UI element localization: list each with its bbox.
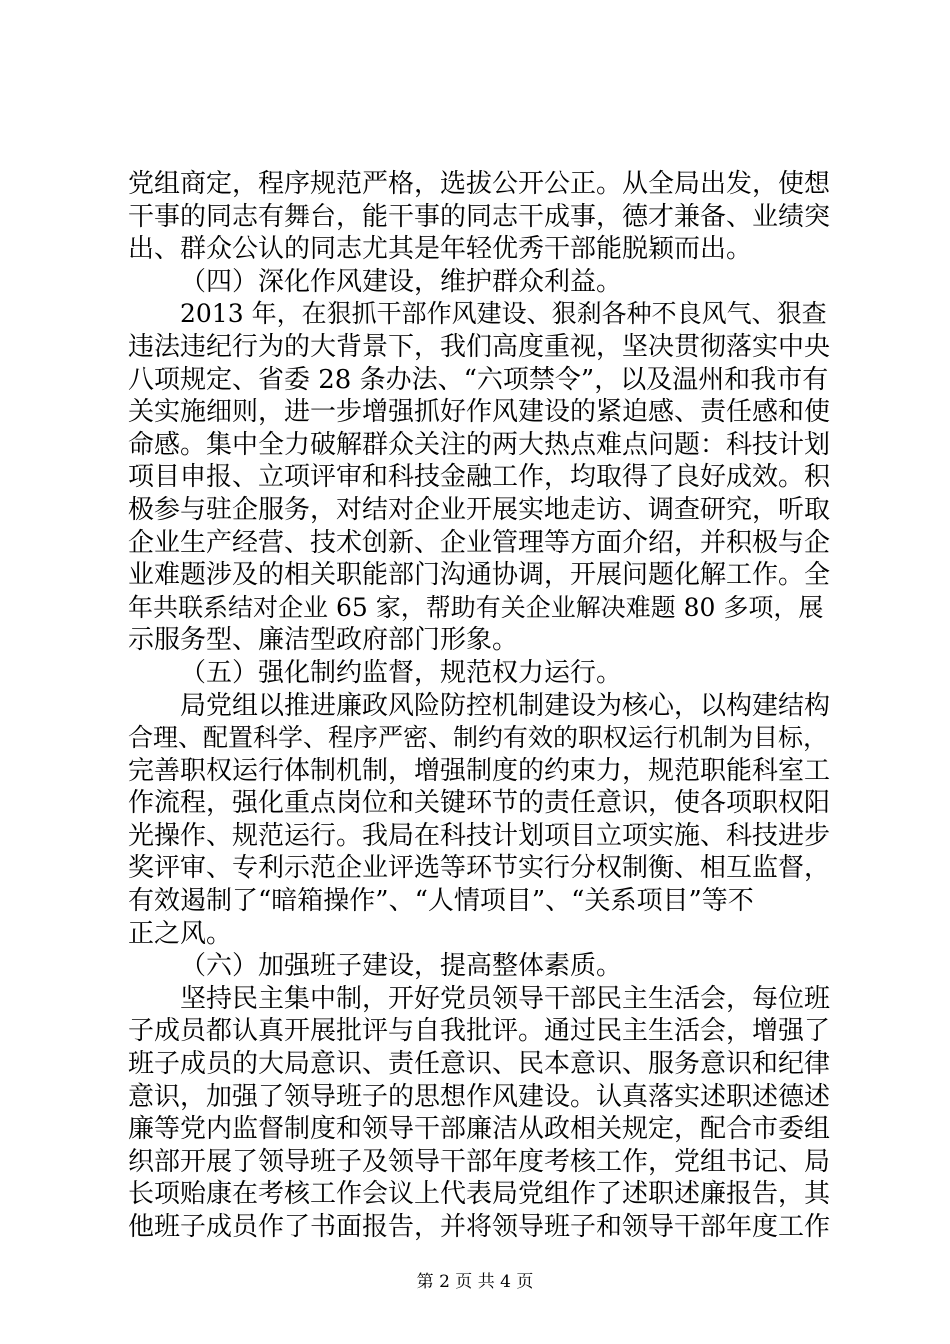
text-line: 完善职权运行体制机制，增强制度的约束力，规范职能科室工 bbox=[128, 755, 831, 786]
text-line: 命感。集中全力破解群众关注的两大热点难点问题：科技计划 bbox=[128, 429, 831, 460]
text-line: 项目申报、立项评审和科技金融工作，均取得了良好成效。积 bbox=[128, 462, 831, 493]
text-line: 意识，加强了领导班子的思想作风建设。认真落实述职述德述 bbox=[128, 1081, 831, 1112]
text-line: 局党组以推进廉政风险防控机制建设为核心，以构建结构 bbox=[180, 690, 831, 721]
text-line: 有效遏制了“暗箱操作”、“人情项目”、“关系项目”等不 bbox=[128, 886, 754, 917]
page-footer bbox=[0, 1271, 950, 1293]
text-line: 年共联系结对企业 65 家，帮助有关企业解决难题 80 多项，展 bbox=[128, 592, 824, 622]
text-line: 示服务型、廉洁型政府部门形象。 bbox=[128, 625, 519, 656]
text-line: 企业生产经营、技术创新、企业管理等方面介绍，并积极与企 bbox=[128, 527, 831, 558]
text-line: （五）强化制约监督，规范权力运行。 bbox=[180, 657, 623, 688]
text-line: 干事的同志有舞台，能干事的同志干成事，德才兼备、业绩突 bbox=[128, 201, 831, 232]
text-line: 八项规定、省委 28 条办法、“六项禁令”，以及温州和我市有 bbox=[128, 364, 829, 395]
document-body bbox=[128, 168, 834, 1244]
text-line: 坚持民主集中制，开好党员领导干部民主生活会，每位班 bbox=[180, 983, 831, 1014]
text-line: 业难题涉及的相关职能部门沟通协调，开展问题化解工作。全 bbox=[128, 560, 831, 591]
text-line: 正之风。 bbox=[128, 918, 233, 949]
text-line: （六）加强班子建设，提高整体素质。 bbox=[180, 951, 623, 982]
text-line: 极参与驻企服务，对结对企业开展实地走访、调查研究，听取 bbox=[128, 494, 831, 525]
text-line: 长项贻康在考核工作会议上代表局党组作了述职述廉报告，其 bbox=[128, 1179, 831, 1210]
text-line: 光操作、规范运行。我局在科技计划项目立项实施、科技进步 bbox=[128, 820, 831, 851]
text-line: 他班子成员作了书面报告，并将领导班子和领导干部年度工作 bbox=[128, 1212, 831, 1242]
text-line: 党组商定，程序规范严格，选拔公开公正。从全局出发，使想 bbox=[128, 169, 831, 199]
text-line: 出、群众公认的同志尤其是年轻优秀干部能脱颖而出。 bbox=[128, 234, 753, 265]
page-number-label: 第 2 页 共 4 页 bbox=[416, 1272, 534, 1292]
text-line: 2013 年，在狠抓干部作风建设、狠刹各种不良风气、狠查 bbox=[180, 299, 827, 329]
text-line: 班子成员的大局意识、责任意识、民本意识、服务意识和纪律 bbox=[128, 1049, 831, 1080]
text-line: （四）深化作风建设，维护群众利益。 bbox=[180, 266, 623, 297]
text-line: 织部开展了领导班子及领导干部年度考核工作，党组书记、局 bbox=[128, 1146, 831, 1177]
text-line: 合理、配置科学、程序严密、制约有效的职权运行机制为目标， bbox=[128, 723, 829, 753]
text-line: 奖评审、专利示范企业评选等环节实行分权制衡、相互监督， bbox=[128, 853, 831, 884]
text-line: 廉等党内监督制度和领导干部廉洁从政相关规定，配合市委组 bbox=[128, 1114, 831, 1145]
text-line: 关实施细则，进一步增强抓好作风建设的紧迫感、责任感和使 bbox=[128, 397, 831, 428]
text-line: 违法违纪行为的大背景下，我们高度重视，坚决贯彻落实中央 bbox=[128, 331, 831, 362]
text-line: 子成员都认真开展批评与自我批评。通过民主生活会，增强了 bbox=[128, 1016, 831, 1047]
text-line: 作流程，强化重点岗位和关键环节的责任意识，使各项职权阳 bbox=[128, 788, 831, 819]
